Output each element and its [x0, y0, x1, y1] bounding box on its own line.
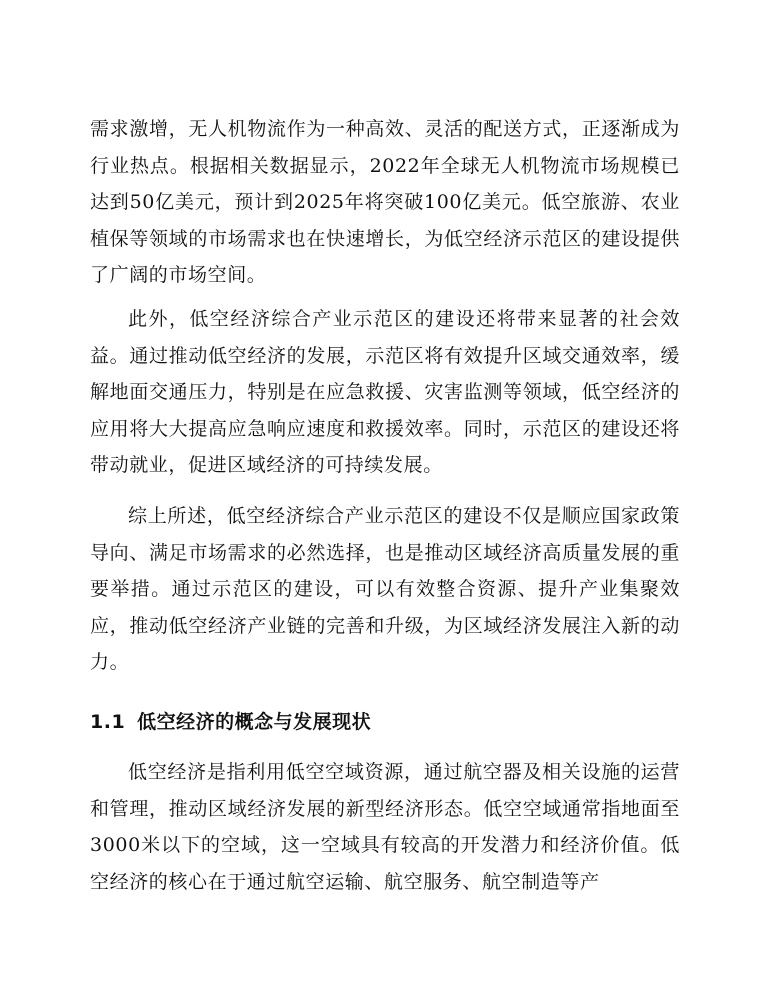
section-title: 低空经济的概念与发展现状	[137, 711, 372, 733]
body-paragraph-definition: 低空经济是指利用低空空域资源，通过航空器及相关设施的运营和管理，推动区域经济发展的新型经济形态。低空空域通常指地面至3000米以下的空域，这一空域具有较高的开发潜力和经济价值。低空经济的核心在于通过航空运输、航空服务、航空制造等产	[90, 761, 680, 893]
body-paragraph-continued: 需求激增，无人机物流作为一种高效、灵活的配送方式，正逐渐成为行业热点。根据相关数据显示，2022年全球无人机物流市场规模已达到50亿美元，预计到2025年将突破100亿美元。低空旅游、农业植保等领域的市场需求也在快速增长，为低空经济示范区的建设提供了广阔的市场空间。	[90, 118, 680, 286]
section-heading	[90, 707, 371, 737]
body-paragraph-social-benefits: 此外，低空经济综合产业示范区的建设还将带来显著的社会效益。通过推动低空经济的发展，示范区将有效提升区域交通效率，缓解地面交通压力，特别是在应急救援、灾害监测等领域，低空经济的应用将大大提高应急响应速度和救援效率。同时，示范区的建设还将带动就业，促进区域经济的可持续发展。	[90, 308, 680, 476]
section-number: 1.1	[90, 711, 126, 733]
body-paragraph-summary: 综上所述，低空经济综合产业示范区的建设不仅是顺应国家政策导向、满足市场需求的必然选择，也是推动区域经济高质量发展的重要举措。通过示范区的建设，可以有效整合资源、提升产业集聚效应，推动低空经济产业链的完善和升级，为区域经济发展注入新的动力。	[90, 505, 680, 673]
